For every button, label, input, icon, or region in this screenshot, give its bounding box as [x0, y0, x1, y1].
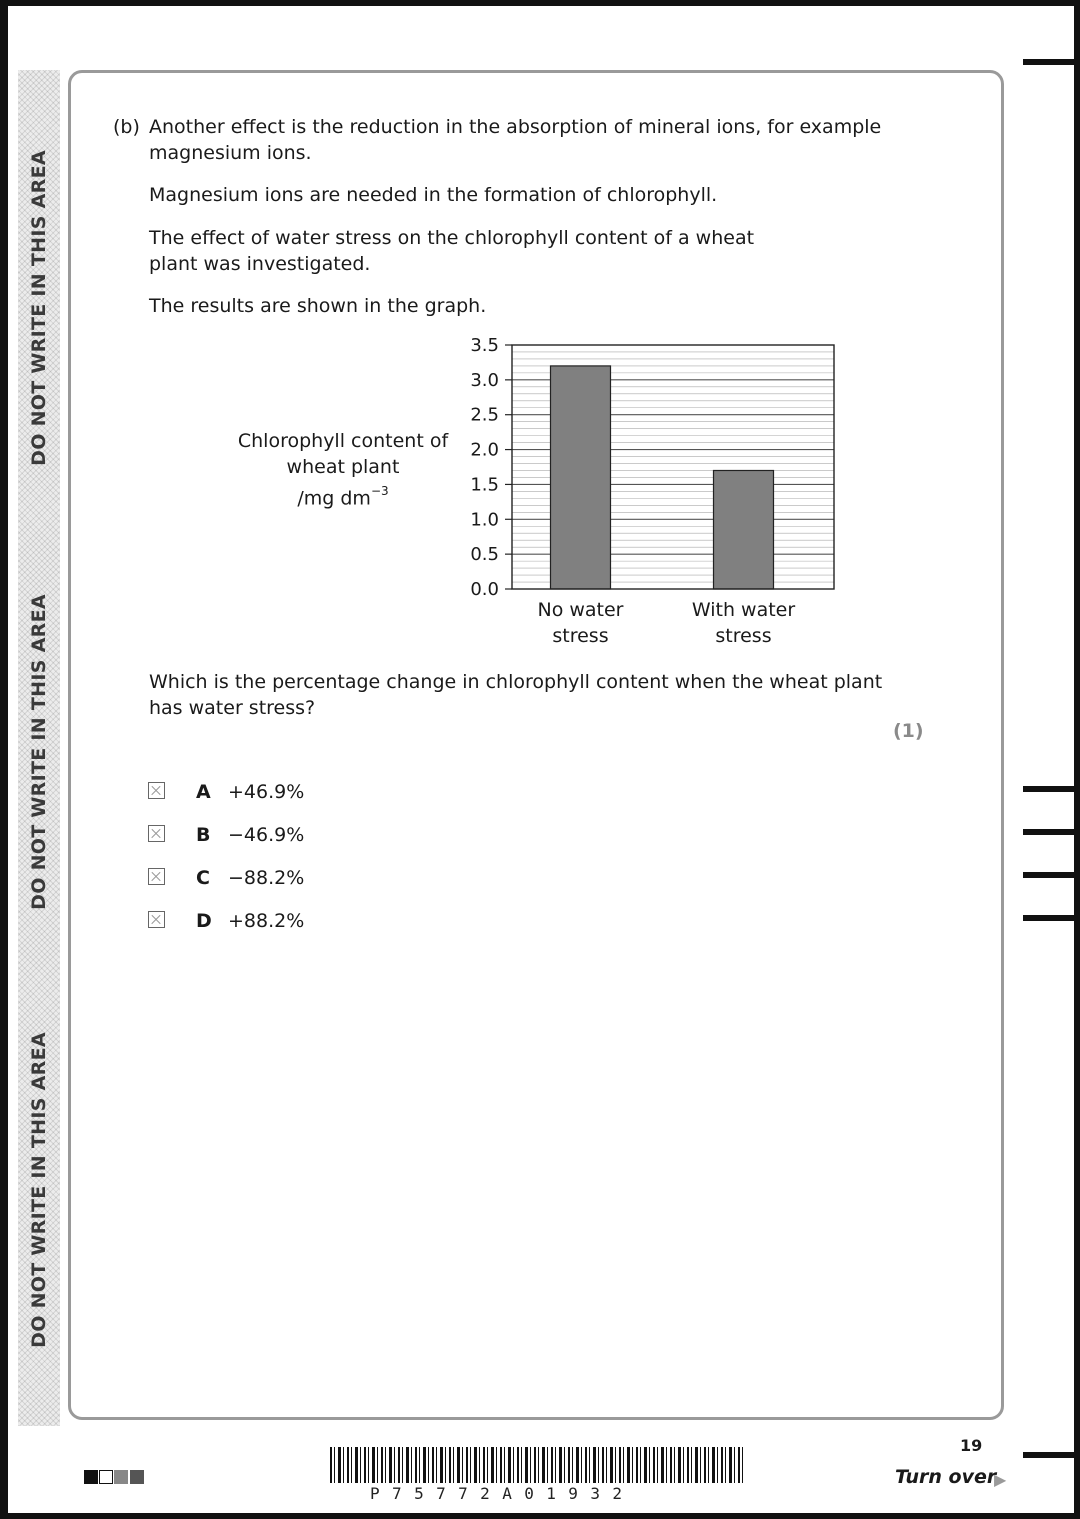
- y-tick-label: 3.0: [470, 369, 499, 391]
- timing-mark: [1023, 915, 1080, 921]
- y-tick-label: 3.5: [470, 336, 499, 356]
- bar-0: [551, 366, 611, 589]
- chart-y-axis-label: [230, 428, 456, 511]
- option-a-value: +46.9%: [228, 781, 305, 803]
- page-border-right: [1074, 0, 1080, 1519]
- y-tick-label: 1.0: [470, 509, 499, 531]
- question-part-label: (b): [113, 116, 140, 138]
- intro-paragraph: Another effect is the reduction in the absorption of mineral ions, for example magnesium ions.: [149, 116, 882, 164]
- y-tick-label: 0.0: [470, 579, 499, 600]
- y-tick-label: 0.5: [470, 544, 499, 566]
- registration-square: [84, 1470, 98, 1484]
- results-paragraph: The results are shown in the graph.: [149, 295, 487, 317]
- bar-1: [714, 470, 774, 589]
- x-tick-label: No water: [537, 599, 624, 621]
- page-border-bottom: [0, 1513, 1080, 1519]
- y-label-line-1: Chlorophyll content of: [237, 430, 449, 452]
- option-a-checkbox[interactable]: [148, 782, 165, 799]
- timing-mark: [1023, 1452, 1080, 1458]
- y-tick-label: 1.5: [470, 474, 499, 496]
- timing-mark: [1023, 59, 1080, 65]
- timing-mark: [1023, 829, 1080, 835]
- option-c-checkbox[interactable]: [148, 868, 165, 885]
- option-c-value: −88.2%: [228, 867, 305, 889]
- option-d-value: +88.2%: [228, 910, 305, 932]
- option-a-letter: A: [196, 781, 211, 803]
- x-tick-label: stress: [552, 625, 609, 647]
- registration-square: [114, 1470, 128, 1484]
- marks-allocation: (1): [893, 720, 924, 742]
- question-prompt: Which is the percentage change in chlorophyll content when the wheat plant has water stress?: [149, 671, 883, 719]
- y-tick-label: 2.0: [470, 439, 499, 461]
- timing-mark: [1023, 786, 1080, 792]
- option-c-letter: C: [196, 867, 210, 889]
- x-tick-label: stress: [715, 625, 772, 647]
- registration-square: [130, 1470, 144, 1484]
- investigation-paragraph: The effect of water stress on the chlorophyll content of a wheat plant was investigated.: [149, 227, 755, 275]
- y-tick-label: 2.5: [470, 404, 499, 426]
- page-number: 19: [960, 1436, 983, 1455]
- registration-square: [99, 1470, 113, 1484]
- turn-over-arrow-icon: ▶: [994, 1470, 1007, 1489]
- option-d-checkbox[interactable]: [148, 911, 165, 928]
- barcode: [330, 1447, 746, 1483]
- timing-mark: [1023, 872, 1080, 878]
- barcode-text: P75772A01932: [370, 1484, 635, 1503]
- turn-over-label: Turn over: [895, 1466, 997, 1488]
- option-b-letter: B: [196, 824, 211, 846]
- y-label-unit: /mg $dm^{-3}$: [297, 484, 389, 510]
- chlorophyll-bar-chart: [460, 336, 850, 656]
- magnesium-paragraph: Magnesium ions are needed in the formation of chlorophyll.: [149, 184, 718, 206]
- option-d-letter: D: [196, 910, 212, 932]
- page-border-left: [0, 0, 8, 1519]
- x-tick-label: With water: [691, 599, 796, 621]
- option-b-value: −46.9%: [228, 824, 305, 846]
- page-border-top: [0, 0, 1080, 6]
- y-label-line-2: wheat plant: [286, 456, 400, 478]
- option-b-checkbox[interactable]: [148, 825, 165, 842]
